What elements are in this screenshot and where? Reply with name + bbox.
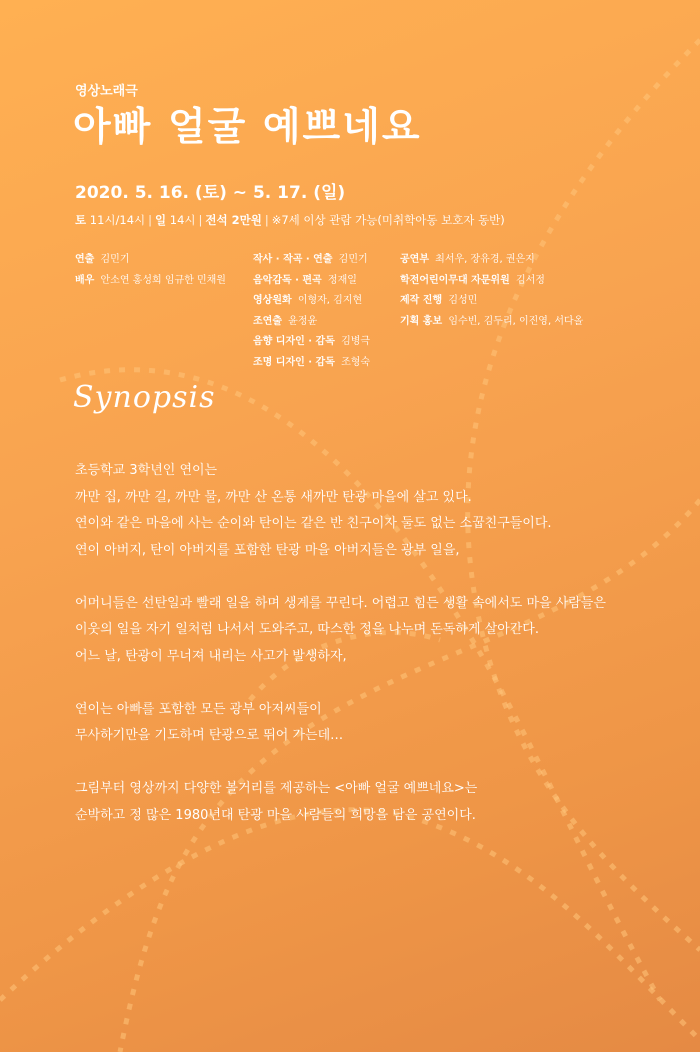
synopsis-paragraph: [75, 591, 685, 671]
synopsis-line: 순박하고 정 많은 1980년대 탄광 마을 사람들의 희망을 담은 공연이다.: [75, 807, 476, 823]
credits-column-2: [253, 250, 370, 373]
synopsis-text: [75, 458, 685, 856]
credits-column-3: [400, 250, 583, 332]
credit-role: 음향 디자인 · 감독: [253, 336, 335, 347]
credit-names: 안소연 홍성희 임규한 민채원: [100, 274, 226, 286]
schedule-line: 토 11시/14시 | 일 14시 | 전석 2만원 | ※7세 이상 관람 가능(미취학아동 보호자 동반): [75, 213, 505, 227]
credit-role: 공연부: [400, 254, 429, 265]
credit-row: [253, 291, 370, 312]
credit-names: 윤정윤: [288, 315, 318, 327]
credit-names: 김병극: [341, 336, 371, 347]
synopsis-line: 연이는 아빠를 포함한 모든 광부 아저씨들이: [75, 701, 322, 717]
credit-role: 제작 진행: [400, 295, 443, 306]
credit-role: 학전어린이무대 자문위원: [400, 274, 510, 286]
credit-row: [75, 250, 226, 271]
synopsis-paragraph: [75, 697, 685, 750]
credit-role: 조명 디자인 · 감독: [253, 356, 335, 368]
synopsis-line: 초등학교 3학년인 연이는: [75, 463, 218, 478]
synopsis-heading: Synopsis: [73, 380, 216, 415]
credit-row: [253, 312, 370, 333]
credit-row: [400, 291, 583, 312]
synopsis-line: 무사하기만을 기도하며 탄광으로 뛰어 가는데…: [75, 728, 344, 743]
credit-names: 김민기: [100, 254, 130, 265]
schedule-sun-label: 일: [155, 213, 167, 227]
subtitle: 영상노래극: [75, 84, 138, 99]
credit-row: [253, 353, 370, 374]
credit-row: [253, 332, 370, 353]
credit-names: 김서정: [515, 274, 545, 286]
credit-names: 임수빈, 김두리, 이진영, 서다올: [448, 315, 584, 327]
credit-names: 김민기: [338, 254, 368, 265]
credit-row: [253, 271, 370, 292]
credit-role: 기획 홍보: [400, 315, 443, 327]
schedule-sun-times: 14시: [169, 213, 196, 227]
schedule-sat-times: 11시/14시: [89, 213, 146, 227]
credit-role: 연출: [75, 254, 95, 265]
age-note: ※7세 이상 관람 가능(미취학아동 보호자 동반): [271, 213, 505, 227]
credit-row: [400, 271, 583, 292]
credit-row: [253, 250, 370, 271]
credit-names: 정재일: [327, 274, 357, 286]
synopsis-paragraph: [75, 458, 685, 564]
credit-names: 김성민: [448, 295, 478, 306]
credit-role: 조연출: [253, 315, 282, 327]
credits-column-1: [75, 250, 226, 291]
credit-role: 배우: [75, 274, 95, 286]
credit-names: 조형숙: [341, 356, 371, 368]
credit-row: [400, 312, 583, 333]
synopsis-line: 이웃의 일을 자기 일처럼 나서서 도와주고, 따스한 정을 나누며 돈독하게 살아간다.: [75, 622, 540, 637]
synopsis-line: 어느 날, 탄광이 무너져 내리는 사고가 발생하자,: [75, 648, 347, 664]
schedule-sat-label: 토: [75, 213, 87, 227]
credit-role: 영상원화: [253, 295, 292, 306]
credit-row: [75, 271, 226, 292]
credit-role: 작사 · 작곡 · 연출: [253, 254, 333, 265]
performance-dates: 2020. 5. 16. (토) ~ 5. 17. (일): [75, 183, 346, 203]
credit-row: [400, 250, 583, 271]
credit-names: 이형자, 김지현: [297, 295, 363, 306]
synopsis-line: 까만 집, 까만 길, 까만 물, 까만 산 온통 새까만 탄광 마을에 살고 있다.: [75, 489, 472, 505]
synopsis-paragraph: [75, 776, 685, 829]
credit-names: 최서우, 장유경, 권은지: [435, 254, 535, 265]
synopsis-line: 연이와 같은 마을에 사는 순이와 탄이는 같은 반 친구이자 둘도 없는 소꿉친구들이다.: [75, 516, 552, 531]
synopsis-line: 그림부터 영상까지 다양한 볼거리를 제공하는 <아빠 얼굴 예쁘네요>는: [75, 781, 478, 796]
synopsis-line: 어머니들은 선탄일과 빨래 일을 하며 생계를 꾸린다. 어렵고 힘든 생활 속에서도 마을 사람들은: [75, 595, 606, 611]
page-title: 아빠 얼굴 예쁘네요: [73, 105, 422, 150]
price-label: 전석 2만원: [205, 213, 262, 227]
credit-role: 음악감독 · 편곡: [253, 274, 322, 286]
synopsis-line: 연이 아버지, 탄이 아버지를 포함한 탄광 마을 아버지들은 광부 일을,: [75, 542, 460, 558]
